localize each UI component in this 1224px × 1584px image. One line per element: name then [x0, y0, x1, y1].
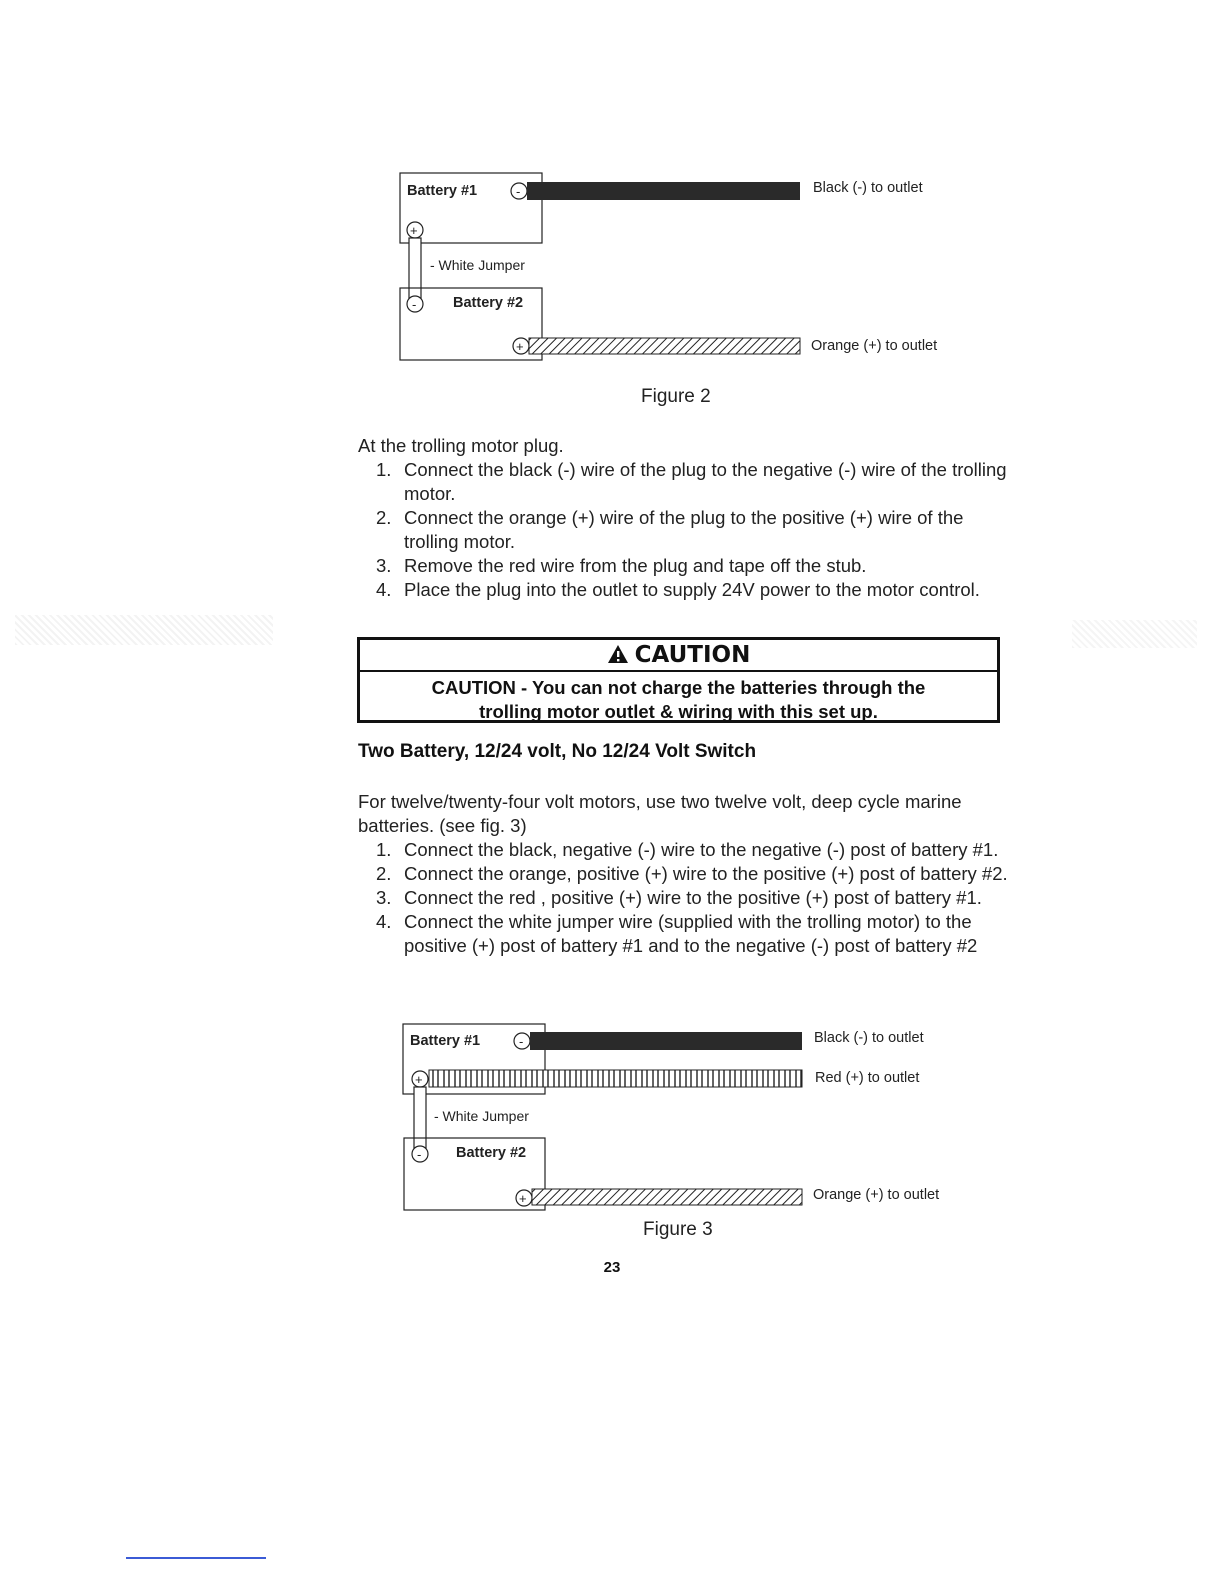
black-wire: [530, 1032, 802, 1050]
negative-symbol: -: [417, 1147, 422, 1162]
positive-symbol: +: [516, 339, 524, 354]
negative-symbol: -: [412, 297, 417, 312]
caution-box: [357, 637, 1000, 723]
orange-wire-label: Orange (+) to outlet: [811, 338, 938, 354]
negative-symbol: -: [516, 184, 521, 199]
battery-1-label: Battery #1: [410, 1033, 481, 1049]
list-item: 4. Connect the white jumper wire (supplied with the trolling motor) to the positive (+) post of battery #1 and to the negative (-) post of battery #2: [376, 911, 978, 956]
section-heading: Two Battery, 12/24 volt, No 12/24 Volt Switch: [358, 741, 757, 762]
warning-triangle-icon: [607, 642, 629, 672]
negative-symbol: -: [519, 1034, 524, 1049]
black-wire-label: Black (-) to outlet: [814, 1030, 924, 1046]
section-steps: [358, 838, 1008, 958]
page-number: 23: [603, 1259, 621, 1276]
intro-block: [358, 434, 1018, 602]
white-jumper-wire: [414, 1087, 426, 1153]
caution-line-2: trolling motor outlet & wiring with this set up.: [479, 701, 878, 722]
figure-2-diagram: [395, 168, 965, 368]
list-item: 1. Connect the black, negative (-) wire to the negative (-) post of battery #1.: [376, 839, 999, 860]
section-intro: For twelve/twenty-four volt motors, use two twelve volt, deep cycle marine batteries. (see fig. 3): [358, 791, 962, 836]
battery-2-label: Battery #2: [456, 1145, 527, 1161]
red-wire-label: Red (+) to outlet: [815, 1070, 920, 1086]
battery-2-label: Battery #2: [453, 295, 524, 311]
list-item: 4. Place the plug into the outlet to supply 24V power to the motor control.: [376, 579, 980, 600]
figure-2-caption: Figure 2: [641, 386, 711, 407]
list-item: 3. Connect the red , positive (+) wire to the positive (+) post of battery #1.: [376, 887, 982, 908]
orange-wire-label: Orange (+) to outlet: [813, 1187, 940, 1203]
intro-steps: [358, 458, 1018, 602]
caution-message: [360, 672, 997, 724]
section-block: [358, 790, 1008, 958]
orange-wire: [532, 1189, 802, 1205]
caution-title: CAUTION: [634, 642, 751, 668]
battery-1-label: Battery #1: [407, 183, 478, 199]
red-wire: [429, 1070, 802, 1087]
list-item: 2. Connect the orange, positive (+) wire to the positive (+) post of battery #2.: [376, 863, 1008, 884]
caution-line-1: CAUTION - You can not charge the batteries through the: [431, 677, 926, 698]
positive-symbol: +: [415, 1072, 423, 1087]
white-jumper-label: - White Jumper: [430, 257, 525, 273]
caution-header: [360, 640, 997, 672]
list-item: 1. Connect the black (-) wire of the plug to the negative (-) wire of the trolling motor.: [376, 459, 1007, 504]
intro-text: At the trolling motor plug.: [358, 435, 564, 456]
figure-3-diagram: [398, 1020, 968, 1215]
positive-symbol: +: [410, 223, 418, 238]
white-jumper-wire: [409, 238, 421, 302]
list-item: 2. Connect the orange (+) wire of the plug to the positive (+) wire of the trolling motor.: [376, 507, 964, 552]
white-jumper-label: - White Jumper: [434, 1108, 529, 1124]
scan-artifact-bottom-line: [126, 1557, 266, 1559]
list-item: 3. Remove the red wire from the plug and tape off the stub.: [376, 555, 867, 576]
black-wire: [527, 182, 800, 200]
black-wire-label: Black (-) to outlet: [813, 180, 923, 196]
scan-artifact-left: [15, 615, 273, 645]
scan-artifact-right: [1072, 620, 1197, 648]
figure-3-caption: Figure 3: [643, 1219, 713, 1240]
orange-wire: [529, 338, 800, 354]
positive-symbol: +: [519, 1191, 527, 1206]
